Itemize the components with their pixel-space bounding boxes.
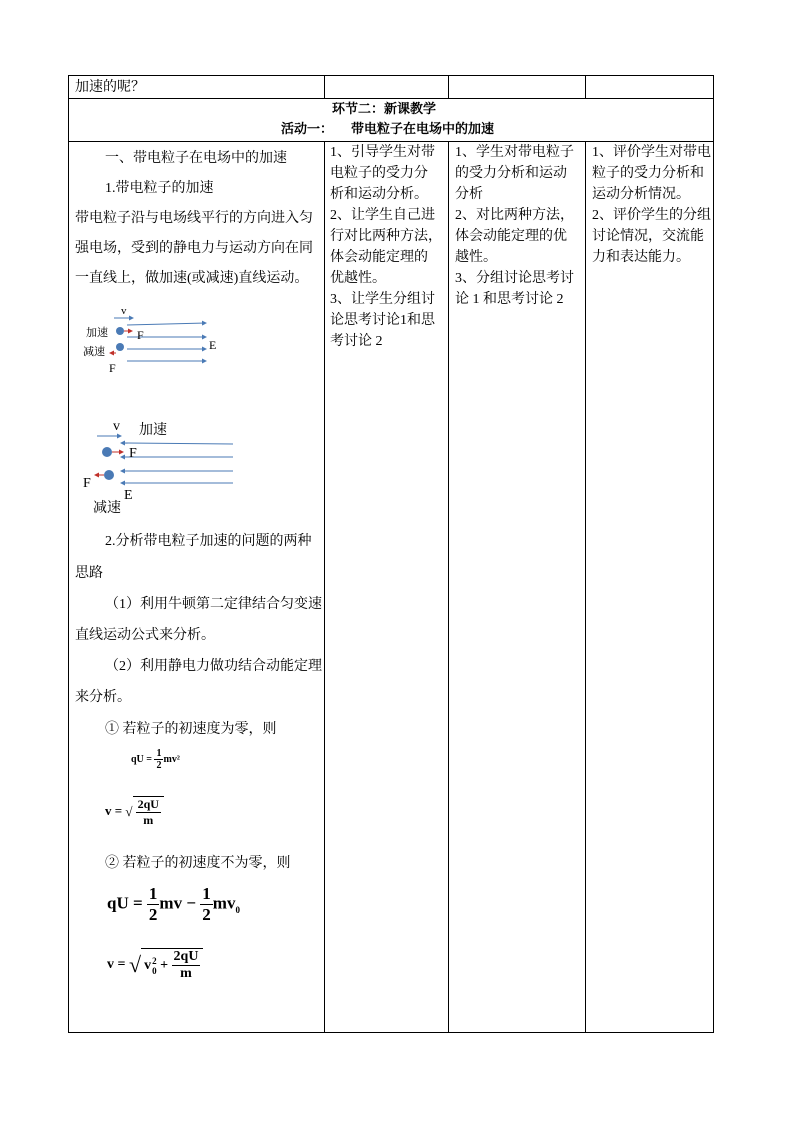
- diagram-label: E: [124, 488, 133, 503]
- cell-line: 体会动能定理的: [330, 250, 428, 265]
- method-2-cont: 来分析。: [75, 690, 131, 705]
- field-diagram-1: [83, 308, 223, 380]
- formula-2: v = √ $\frac{2qU}{m}$: [105, 796, 164, 828]
- col-divider: [585, 141, 586, 1032]
- lesson-table: [68, 75, 714, 1033]
- diagram-label: F: [129, 446, 137, 461]
- formula-3: qU = $\frac{1}{2}$ mv − $\frac{1}{2}$ $mv_0$: [107, 884, 240, 924]
- case-2: ② 若粒子的初速度不为零，则: [105, 856, 291, 871]
- diagram-label: 加速: [139, 423, 167, 438]
- field-diagram-2: [83, 414, 243, 514]
- col-divider: [448, 141, 449, 1032]
- cell-line: 行对比两种方法，: [330, 229, 442, 244]
- heading-1: 一、带电粒子在电场中的加速: [105, 151, 287, 166]
- heading-2: 1.带电粒子的加速: [105, 181, 214, 196]
- cell-line: 2、评价学生的分组: [592, 208, 711, 223]
- cell-line: 分析: [455, 187, 483, 202]
- cell-line: 力和表达能力。: [592, 250, 690, 265]
- cell-line: 体会动能定理的优: [455, 229, 567, 244]
- cell-line: 越性。: [455, 250, 497, 265]
- paragraph-line: 一直线上，做加速(或减速)直线运动。: [75, 271, 309, 286]
- cell-line: 1、学生对带电粒子: [455, 145, 574, 160]
- cell-line: 3、分组讨论思考讨: [455, 271, 574, 286]
- evaluation-cell: [592, 142, 714, 268]
- cell-line: 1、评价学生对带电: [592, 145, 711, 160]
- cell-line: 论 1 和思考讨论 2: [455, 292, 564, 307]
- row0-text: 加速的呢？: [75, 80, 145, 95]
- cell-line: 考讨论 2: [330, 334, 383, 349]
- method-1-cont: 直线运动公式来分析。: [75, 628, 215, 643]
- paragraph-line: 强电场，受到的静电力与运动方向在同: [75, 241, 313, 256]
- cell-line: 2、让学生自己进: [330, 208, 435, 223]
- activity-label: 活动一：: [281, 121, 334, 136]
- cell-line: 的受力分析和运动: [455, 166, 567, 181]
- cell-line: 电粒子的受力分: [330, 166, 428, 181]
- diagram-label: F: [83, 476, 91, 491]
- student-activity-cell: [455, 142, 585, 310]
- cell-line: 2、对比两种方法，: [455, 208, 574, 223]
- teacher-activity-cell: [330, 142, 448, 352]
- col-divider: [448, 76, 449, 98]
- cell-line: 论思考讨论1和思: [330, 313, 435, 328]
- diagram-label: 加速: [86, 327, 108, 339]
- diagram-label: 减速: [93, 501, 121, 514]
- diagram-label: F: [137, 328, 144, 342]
- col-divider: [324, 141, 325, 1032]
- cell-line: 析和运动分析。: [330, 187, 428, 202]
- formula-1: qU = $\frac{1}{2}$ mv²: [131, 748, 180, 771]
- diagram-label: E: [209, 338, 217, 352]
- formula-4: v = √ v 2 0 + $\frac{2qU}{m}$: [107, 948, 203, 982]
- cell-line: 讨论情况，交流能: [592, 229, 704, 244]
- col-divider: [324, 76, 325, 98]
- col-divider: [585, 76, 586, 98]
- cell-line: 3、让学生分组讨: [330, 292, 435, 307]
- case-1: ① 若粒子的初速度为零，则: [105, 722, 277, 737]
- cell-line: 1、引导学生对带: [330, 145, 435, 160]
- heading-3: 2.分析带电粒子加速的问题的两种: [105, 534, 312, 549]
- section-title: 环节二：新课教学: [332, 101, 437, 116]
- cell-line: 运动分析情况。: [592, 187, 690, 202]
- method-2: （2）利用静电力做功结合动能定理: [105, 659, 322, 674]
- diagram-label: v: [121, 308, 127, 317]
- diagram-label: 减速: [83, 346, 105, 358]
- cell-line: 优越性。: [330, 271, 386, 286]
- diagram-label: v: [113, 419, 120, 434]
- paragraph-line: 带电粒子沿与电场线平行的方向进入匀: [75, 211, 313, 226]
- heading-3-cont: 思路: [75, 566, 103, 581]
- activity-title: 带电粒子在电场中的加速: [351, 121, 495, 136]
- cell-line: 粒子的受力分析和: [592, 166, 704, 181]
- diagram-label: F: [109, 361, 116, 375]
- method-1: （1）利用牛顿第二定律结合匀变速: [105, 597, 322, 612]
